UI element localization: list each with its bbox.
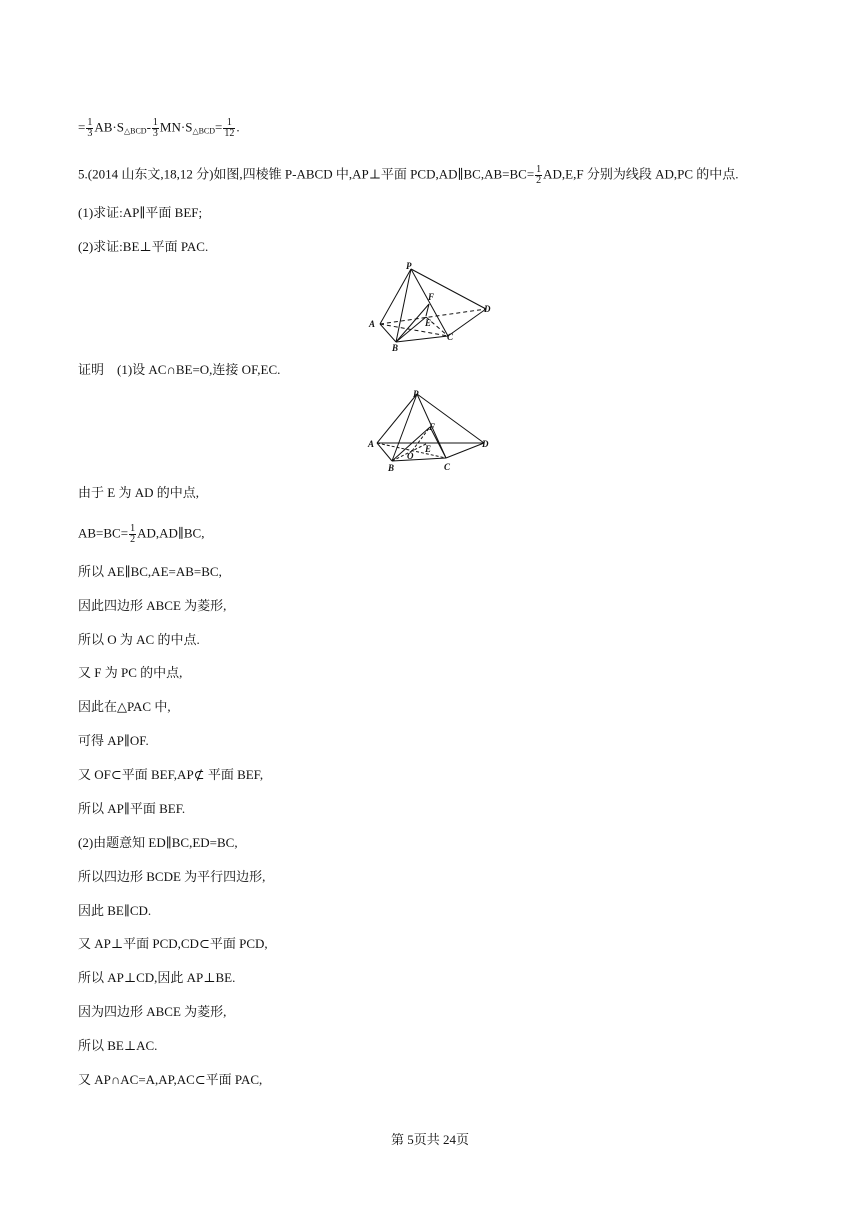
problem-text: 5.(2014 山东文,18,12 分)如图,四棱锥 P-ABCD 中,AP⊥平面 PCD,AD∥BC,AB=BC= bbox=[78, 166, 535, 182]
proof-line-7: 又 F 为 PC 的中点, bbox=[78, 665, 183, 680]
fraction bbox=[223, 118, 235, 139]
problem-statement bbox=[78, 165, 739, 186]
fraction-numerator: 1 bbox=[87, 117, 93, 128]
proof-line-8: 因此在△PAC 中, bbox=[78, 699, 171, 714]
proof-line-18: 所以 BE⊥AC. bbox=[78, 1038, 158, 1053]
fraction bbox=[152, 118, 159, 139]
label-a: A bbox=[368, 439, 375, 449]
proof-line-16: 所以 AP⊥CD,因此 AP⊥BE. bbox=[78, 970, 236, 985]
question-1: (1)求证:AP∥平面 BEF; bbox=[78, 205, 203, 220]
label-a: A bbox=[369, 319, 376, 329]
label-p: P bbox=[406, 261, 412, 271]
fraction-numerator: 1 bbox=[130, 523, 136, 534]
label-f: F bbox=[429, 422, 436, 432]
label-b: B bbox=[388, 463, 395, 473]
pyramid-figure-2 bbox=[362, 385, 498, 475]
formula-text: = bbox=[215, 119, 223, 135]
proof-line-9: 可得 AP∥OF. bbox=[78, 733, 149, 748]
label-p: P bbox=[413, 389, 419, 399]
label-o: O bbox=[407, 451, 414, 461]
problem-text: AD,E,F 分别为线段 AD,PC 的中点. bbox=[543, 166, 739, 182]
fraction-denominator: 12 bbox=[224, 128, 235, 139]
label-b: B bbox=[392, 343, 399, 353]
label-d: D bbox=[484, 304, 491, 314]
proof-line-3 bbox=[78, 524, 204, 545]
proof-line-6: 所以 O 为 AC 的中点. bbox=[78, 632, 200, 647]
proof-text: AB=BC= bbox=[78, 525, 129, 541]
fraction bbox=[86, 118, 93, 139]
label-c: C bbox=[447, 332, 454, 342]
formula-text: = bbox=[78, 119, 86, 135]
formula-text: - bbox=[146, 119, 151, 135]
label-c: C bbox=[444, 462, 451, 472]
fraction-numerator: 1 bbox=[223, 118, 235, 129]
label-e: E bbox=[425, 318, 432, 328]
proof-line-4: 所以 AE∥BC,AE=AB=BC, bbox=[78, 564, 222, 579]
proof-line-2: 由于 E 为 AD 的中点, bbox=[78, 485, 199, 500]
proof-line-15: 又 AP⊥平面 PCD,CD⊂平面 PCD, bbox=[78, 936, 268, 951]
question-2: (2)求证:BE⊥平面 PAC. bbox=[78, 239, 209, 254]
formula-line bbox=[78, 118, 240, 139]
page-footer: 第 5页共 24页 bbox=[390, 1132, 469, 1147]
proof-line-19: 又 AP∩AC=A,AP,AC⊂平面 PAC, bbox=[78, 1072, 263, 1087]
proof-line-11: 所以 AP∥平面 BEF. bbox=[78, 801, 186, 816]
proof-line-13: 所以四边形 BCDE 为平行四边形, bbox=[78, 869, 266, 884]
proof-line-12: (2)由题意知 ED∥BC,ED=BC, bbox=[78, 835, 238, 850]
formula-text: . bbox=[236, 119, 240, 135]
proof-text: AD,AD∥BC, bbox=[137, 525, 205, 541]
label-d: D bbox=[482, 439, 489, 449]
proof-line-5: 因此四边形 ABCE 为菱形, bbox=[78, 598, 227, 613]
proof-line-10: 又 OF⊂平面 BEF,AP⊄ 平面 BEF, bbox=[78, 767, 264, 782]
pyramid-figure-1 bbox=[362, 260, 498, 356]
formula-text: MN·S bbox=[159, 119, 193, 135]
subscript: △BCD bbox=[123, 126, 147, 136]
fraction-denominator: 2 bbox=[130, 534, 136, 545]
fraction bbox=[535, 165, 542, 186]
label-f: F bbox=[428, 292, 435, 302]
fraction-denominator: 2 bbox=[536, 175, 542, 186]
fraction-denominator: 3 bbox=[87, 128, 93, 139]
proof-line-17: 因为四边形 ABCE 为菱形, bbox=[78, 1004, 227, 1019]
fraction-denominator: 3 bbox=[152, 128, 158, 139]
fraction-numerator: 1 bbox=[152, 117, 158, 128]
subscript: △BCD bbox=[192, 126, 216, 136]
proof-line-1: 证明 (1)设 AC∩BE=O,连接 OF,EC. bbox=[78, 362, 281, 377]
fraction bbox=[129, 524, 136, 545]
formula-text: AB·S bbox=[94, 119, 124, 135]
proof-line-14: 因此 BE∥CD. bbox=[78, 903, 152, 918]
fraction-numerator: 1 bbox=[536, 164, 542, 175]
label-e: E bbox=[425, 444, 432, 454]
